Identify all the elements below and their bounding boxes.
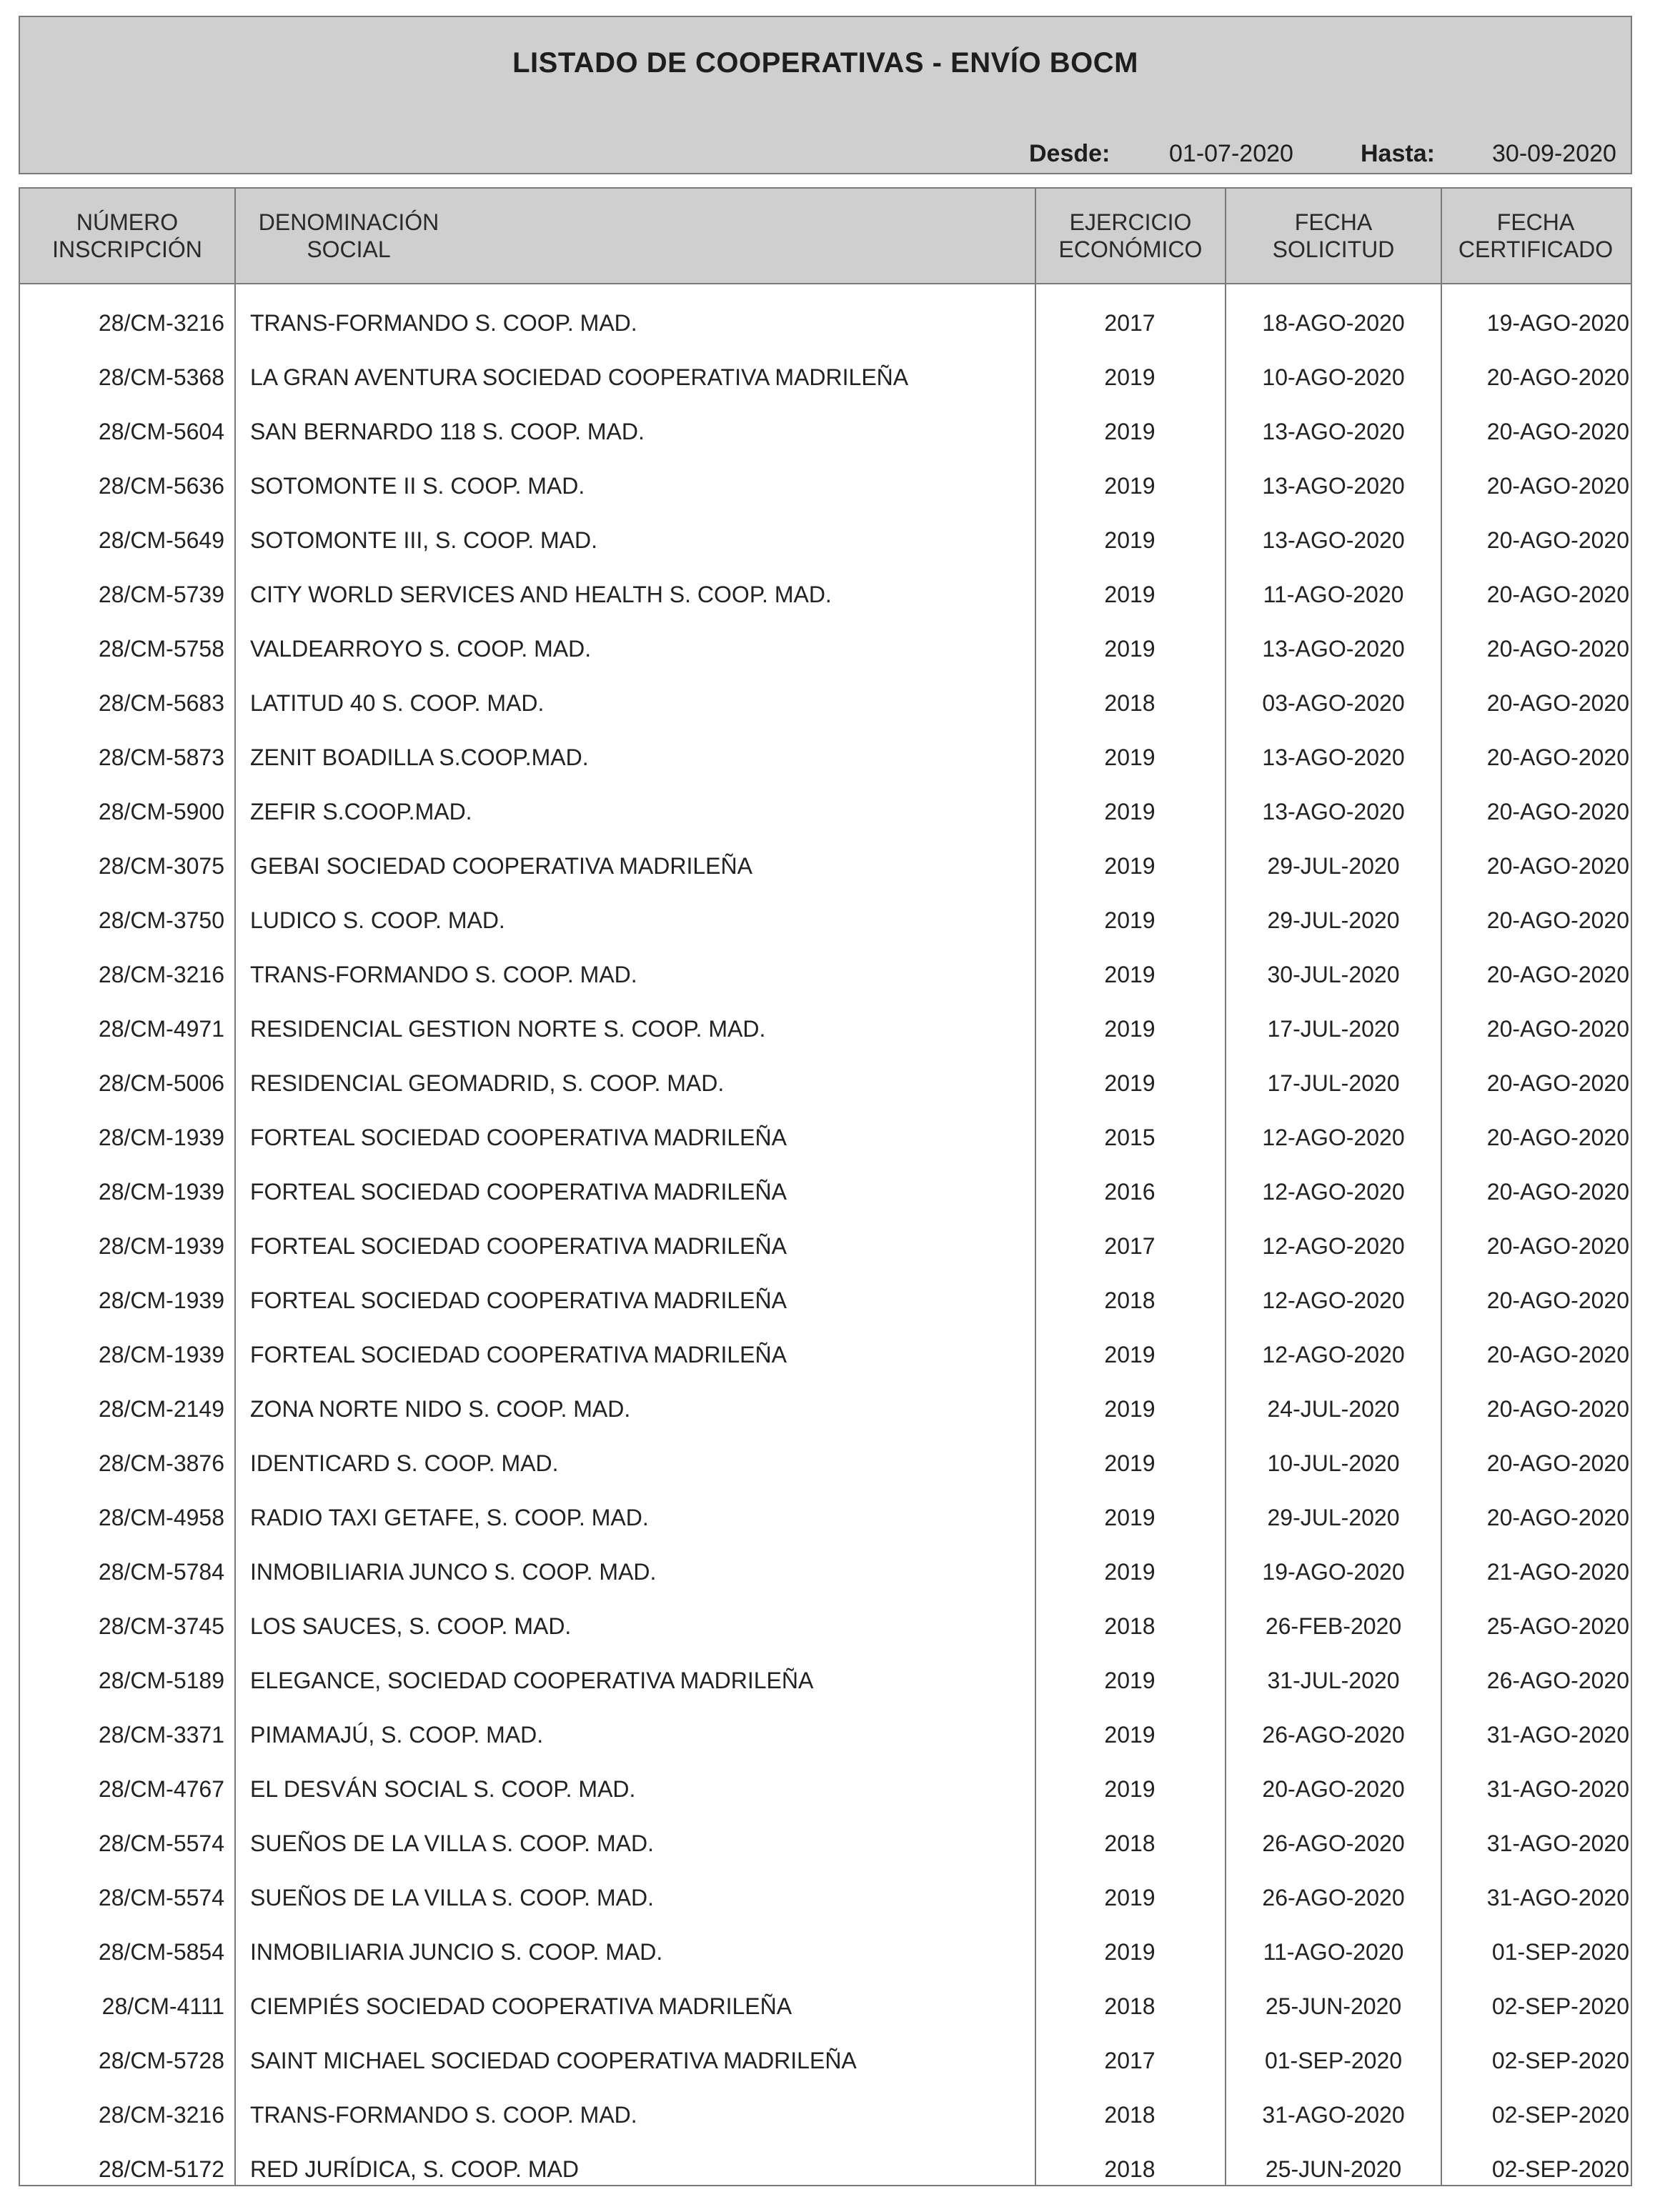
ejercicio-economico: 2019 [1104,1342,1155,1367]
denominacion-social: TRANS-FORMANDO S. COOP. MAD. [250,962,637,987]
numero-inscripcion: 28/CM-4111 [101,1993,224,2019]
fecha-solicitud: 03-AGO-2020 [1262,690,1405,716]
ejercicio-economico: 2017 [1104,310,1155,336]
fecha-certificado: 20-AGO-2020 [1486,473,1629,499]
fecha-certificado: 01-SEP-2020 [1491,1939,1629,1965]
table-row [20,893,1631,947]
fecha-certificado: 02-SEP-2020 [1491,2048,1629,2073]
numero-inscripcion: 28/CM-3216 [98,2102,224,2128]
numero-inscripcion: 28/CM-5900 [98,799,224,824]
fecha-solicitud: 13-AGO-2020 [1262,636,1405,662]
numero-inscripcion: 28/CM-1939 [98,1179,224,1205]
fecha-solicitud: 19-AGO-2020 [1262,1559,1405,1585]
table-row [20,676,1631,730]
header-fecha-certificado: FECHA CERTIFICADO [1458,209,1614,262]
fecha-certificado: 20-AGO-2020 [1486,690,1629,716]
cooperatives-table [19,187,1632,2186]
fecha-solicitud: 31-JUL-2020 [1267,1668,1400,1693]
numero-inscripcion: 28/CM-5574 [98,1830,224,1856]
table-row [20,622,1631,676]
fecha-certificado: 02-SEP-2020 [1491,2102,1629,2128]
fecha-certificado: 31-AGO-2020 [1486,1722,1629,1748]
denominacion-social: INMOBILIARIA JUNCIO S. COOP. MAD. [250,1939,663,1965]
fecha-certificado: 20-AGO-2020 [1486,1070,1629,1096]
fecha-certificado: 19-AGO-2020 [1486,310,1629,336]
numero-inscripcion: 28/CM-1939 [98,1287,224,1313]
table-row [20,1653,1631,1708]
denominacion-social: ELEGANCE, SOCIEDAD COOPERATIVA MADRILEÑA [250,1668,814,1693]
denominacion-social: CIEMPIÉS SOCIEDAD COOPERATIVA MADRILEÑA [250,1993,792,2019]
fecha-certificado: 20-AGO-2020 [1486,1396,1629,1422]
denominacion-social: RESIDENCIAL GESTION NORTE S. COOP. MAD. [250,1016,766,1042]
denominacion-social: PIMAMAJÚ, S. COOP. MAD. [250,1722,544,1748]
numero-inscripcion: 28/CM-5636 [98,473,224,499]
ejercicio-economico: 2019 [1104,907,1155,933]
fecha-solicitud: 29-JUL-2020 [1267,853,1400,879]
denominacion-social: LATITUD 40 S. COOP. MAD. [250,690,545,716]
denominacion-social: FORTEAL SOCIEDAD COOPERATIVA MADRILEÑA [250,1179,787,1205]
numero-inscripcion: 28/CM-5172 [98,2156,224,2182]
numero-inscripcion: 28/CM-3745 [98,1613,224,1639]
fecha-solicitud: 12-AGO-2020 [1262,1125,1405,1150]
table-row [20,567,1631,622]
denominacion-social: INMOBILIARIA JUNCO S. COOP. MAD. [250,1559,657,1585]
table-body [20,296,1631,2196]
denominacion-social: SAINT MICHAEL SOCIEDAD COOPERATIVA MADRILEÑA [250,2048,857,2073]
fecha-solicitud: 12-AGO-2020 [1262,1179,1405,1205]
fecha-certificado: 31-AGO-2020 [1486,1885,1629,1910]
table-row [20,947,1631,1002]
fecha-solicitud: 13-AGO-2020 [1262,473,1405,499]
table-row [20,784,1631,839]
numero-inscripcion: 28/CM-2149 [98,1396,224,1422]
denominacion-social: TRANS-FORMANDO S. COOP. MAD. [250,2102,637,2128]
ejercicio-economico: 2016 [1104,1179,1155,1205]
fecha-solicitud: 29-JUL-2020 [1267,907,1400,933]
fecha-certificado: 20-AGO-2020 [1486,419,1629,444]
numero-inscripcion: 28/CM-5649 [98,527,224,553]
denominacion-social: SOTOMONTE II S. COOP. MAD. [250,473,585,499]
ejercicio-economico: 2019 [1104,1668,1155,1693]
denominacion-social: SUEÑOS DE LA VILLA S. COOP. MAD. [250,1830,654,1856]
denominacion-social: FORTEAL SOCIEDAD COOPERATIVA MADRILEÑA [250,1233,787,1259]
ejercicio-economico: 2019 [1104,419,1155,444]
fecha-certificado: 02-SEP-2020 [1491,2156,1629,2182]
table-row [20,350,1631,404]
fecha-solicitud: 11-AGO-2020 [1263,1939,1404,1965]
fecha-certificado: 20-AGO-2020 [1486,962,1629,987]
table-row [20,1599,1631,1653]
table-header [20,189,1631,284]
fecha-certificado: 20-AGO-2020 [1486,907,1629,933]
numero-inscripcion: 28/CM-5854 [98,1939,224,1965]
denominacion-social: CITY WORLD SERVICES AND HEALTH S. COOP. MAD. [250,582,832,607]
ejercicio-economico: 2015 [1104,1125,1155,1150]
fecha-certificado: 20-AGO-2020 [1486,1125,1629,1150]
denominacion-social: RESIDENCIAL GEOMADRID, S. COOP. MAD. [250,1070,725,1096]
ejercicio-economico: 2019 [1104,853,1155,879]
numero-inscripcion: 28/CM-5683 [98,690,224,716]
table-row [20,1490,1631,1545]
table-row [20,2142,1631,2196]
ejercicio-economico: 2019 [1104,962,1155,987]
ejercicio-economico: 2019 [1104,799,1155,824]
fecha-certificado: 20-AGO-2020 [1486,582,1629,607]
header-denominacion-social: DENOMINACIÓN SOCIAL [258,209,439,262]
denominacion-social: FORTEAL SOCIEDAD COOPERATIVA MADRILEÑA [250,1342,787,1367]
fecha-certificado: 20-AGO-2020 [1486,1179,1629,1205]
table-row [20,1762,1631,1816]
header-numero-inscripcion: NÚMERO INSCRIPCIÓN [52,209,202,262]
table-row [20,1436,1631,1490]
denominacion-social: LA GRAN AVENTURA SOCIEDAD COOPERATIVA MADRILEÑA [250,364,909,390]
fecha-certificado: 20-AGO-2020 [1486,364,1629,390]
fecha-solicitud: 10-AGO-2020 [1262,364,1405,390]
table-row [20,1870,1631,1925]
fecha-certificado: 20-AGO-2020 [1486,799,1629,824]
fecha-solicitud: 12-AGO-2020 [1262,1342,1405,1367]
ejercicio-economico: 2019 [1104,744,1155,770]
fecha-certificado: 20-AGO-2020 [1486,1016,1629,1042]
ejercicio-economico: 2019 [1104,1559,1155,1585]
numero-inscripcion: 28/CM-4767 [98,1776,224,1802]
ejercicio-economico: 2019 [1104,1505,1155,1530]
fecha-solicitud: 13-AGO-2020 [1262,527,1405,553]
denominacion-social: EL DESVÁN SOCIAL S. COOP. MAD. [250,1776,636,1802]
fecha-certificado: 20-AGO-2020 [1486,1342,1629,1367]
fecha-certificado: 31-AGO-2020 [1486,1830,1629,1856]
fecha-solicitud: 13-AGO-2020 [1262,744,1405,770]
table-row [20,296,1631,350]
fecha-certificado: 20-AGO-2020 [1486,1233,1629,1259]
numero-inscripcion: 28/CM-3216 [98,310,224,336]
table-row [20,839,1631,893]
fecha-certificado: 20-AGO-2020 [1486,853,1629,879]
numero-inscripcion: 28/CM-3876 [98,1450,224,1476]
ejercicio-economico: 2019 [1104,582,1155,607]
table-row [20,1165,1631,1219]
numero-inscripcion: 28/CM-5873 [98,744,224,770]
numero-inscripcion: 28/CM-1939 [98,1233,224,1259]
fecha-solicitud: 01-SEP-2020 [1264,2048,1403,2073]
table-row [20,1816,1631,1870]
report-header [19,16,1632,174]
denominacion-social: LUDICO S. COOP. MAD. [250,907,505,933]
desde-label: Desde: [1029,140,1110,167]
ejercicio-economico: 2019 [1104,1450,1155,1476]
table-row [20,1979,1631,2033]
header-ejercicio-economico: EJERCICIO ECONÓMICO [1058,209,1203,262]
fecha-solicitud: 26-FEB-2020 [1265,1613,1402,1639]
hasta-label: Hasta: [1361,140,1435,167]
fecha-certificado: 20-AGO-2020 [1486,1287,1629,1313]
fecha-certificado: 20-AGO-2020 [1486,527,1629,553]
table-row [20,2088,1631,2142]
numero-inscripcion: 28/CM-1939 [98,1342,224,1367]
ejercicio-economico: 2017 [1104,1233,1155,1259]
fecha-certificado: 26-AGO-2020 [1486,1668,1629,1693]
fecha-solicitud: 31-AGO-2020 [1262,2102,1405,2128]
table-row [20,1545,1631,1599]
numero-inscripcion: 28/CM-3075 [98,853,224,879]
numero-inscripcion: 28/CM-3371 [98,1722,224,1748]
numero-inscripcion: 28/CM-4958 [98,1505,224,1530]
denominacion-social: ZONA NORTE NIDO S. COOP. MAD. [250,1396,631,1422]
fecha-certificado: 02-SEP-2020 [1491,1993,1629,2019]
denominacion-social: LOS SAUCES, S. COOP. MAD. [250,1613,572,1639]
denominacion-social: SAN BERNARDO 118 S. COOP. MAD. [250,419,645,444]
ejercicio-economico: 2019 [1104,527,1155,553]
ejercicio-economico: 2019 [1104,1722,1155,1748]
numero-inscripcion: 28/CM-4971 [98,1016,224,1042]
fecha-certificado: 20-AGO-2020 [1486,636,1629,662]
ejercicio-economico: 2019 [1104,364,1155,390]
ejercicio-economico: 2017 [1104,2048,1155,2073]
table-row [20,404,1631,459]
numero-inscripcion: 28/CM-5368 [98,364,224,390]
fecha-solicitud: 13-AGO-2020 [1262,799,1405,824]
fecha-solicitud: 18-AGO-2020 [1262,310,1405,336]
numero-inscripcion: 28/CM-5574 [98,1885,224,1910]
fecha-solicitud: 10-JUL-2020 [1267,1450,1400,1476]
table-row [20,1056,1631,1110]
fecha-solicitud: 17-JUL-2020 [1267,1016,1400,1042]
table-row [20,1273,1631,1327]
table-row [20,1925,1631,1979]
denominacion-social: RED JURÍDICA, S. COOP. MAD [250,2156,579,2182]
fecha-certificado: 20-AGO-2020 [1486,1505,1629,1530]
numero-inscripcion: 28/CM-3750 [98,907,224,933]
desde-value: 01-07-2020 [1169,140,1293,167]
numero-inscripcion: 28/CM-5189 [98,1668,224,1693]
table-row [20,1382,1631,1436]
fecha-certificado: 25-AGO-2020 [1486,1613,1629,1639]
table-row [20,1219,1631,1273]
denominacion-social: ZEFIR S.COOP.MAD. [250,799,472,824]
denominacion-social: FORTEAL SOCIEDAD COOPERATIVA MADRILEÑA [250,1287,787,1313]
fecha-solicitud: 12-AGO-2020 [1262,1287,1405,1313]
table-row [20,1002,1631,1056]
table-row [20,730,1631,784]
fecha-solicitud: 13-AGO-2020 [1262,419,1405,444]
fecha-solicitud: 17-JUL-2020 [1267,1070,1400,1096]
fecha-solicitud: 26-AGO-2020 [1262,1885,1405,1910]
fecha-solicitud: 24-JUL-2020 [1267,1396,1400,1422]
ejercicio-economico: 2018 [1104,1613,1155,1639]
denominacion-social: FORTEAL SOCIEDAD COOPERATIVA MADRILEÑA [250,1125,787,1150]
table-row [20,1327,1631,1382]
fecha-certificado: 31-AGO-2020 [1486,1776,1629,1802]
table-row [20,1708,1631,1762]
ejercicio-economico: 2019 [1104,1939,1155,1965]
ejercicio-economico: 2018 [1104,1830,1155,1856]
report-title: LISTADO DE COOPERATIVAS - ENVÍO BOCM [512,47,1138,79]
fecha-solicitud: 20-AGO-2020 [1262,1776,1405,1802]
numero-inscripcion: 28/CM-5758 [98,636,224,662]
denominacion-social: RADIO TAXI GETAFE, S. COOP. MAD. [250,1505,649,1530]
header-fecha-solicitud: FECHA SOLICITUD [1272,209,1395,262]
fecha-certificado: 20-AGO-2020 [1486,744,1629,770]
denominacion-social: IDENTICARD S. COOP. MAD. [250,1450,559,1476]
fecha-certificado: 21-AGO-2020 [1486,1559,1629,1585]
denominacion-social: ZENIT BOADILLA S.COOP.MAD. [250,744,589,770]
fecha-solicitud: 11-AGO-2020 [1263,582,1404,607]
fecha-solicitud: 25-JUN-2020 [1265,1993,1402,2019]
fecha-solicitud: 30-JUL-2020 [1267,962,1400,987]
denominacion-social: GEBAI SOCIEDAD COOPERATIVA MADRILEÑA [250,853,752,879]
numero-inscripcion: 28/CM-5006 [98,1070,224,1096]
denominacion-social: TRANS-FORMANDO S. COOP. MAD. [250,310,637,336]
ejercicio-economico: 2018 [1104,2156,1155,2182]
fecha-solicitud: 29-JUL-2020 [1267,1505,1400,1530]
ejercicio-economico: 2019 [1104,1885,1155,1910]
fecha-solicitud: 12-AGO-2020 [1262,1233,1405,1259]
ejercicio-economico: 2019 [1104,473,1155,499]
numero-inscripcion: 28/CM-1939 [98,1125,224,1150]
ejercicio-economico: 2019 [1104,1070,1155,1096]
fecha-solicitud: 25-JUN-2020 [1265,2156,1402,2182]
numero-inscripcion: 28/CM-5739 [98,582,224,607]
fecha-solicitud: 26-AGO-2020 [1262,1830,1405,1856]
ejercicio-economico: 2018 [1104,2102,1155,2128]
fecha-solicitud: 26-AGO-2020 [1262,1722,1405,1748]
numero-inscripcion: 28/CM-5604 [98,419,224,444]
denominacion-social: SUEÑOS DE LA VILLA S. COOP. MAD. [250,1885,654,1910]
numero-inscripcion: 28/CM-5728 [98,2048,224,2073]
denominacion-social: SOTOMONTE III, S. COOP. MAD. [250,527,597,553]
ejercicio-economico: 2019 [1104,1016,1155,1042]
table-row [20,459,1631,513]
fecha-certificado: 20-AGO-2020 [1486,1450,1629,1476]
table-row [20,1110,1631,1165]
hasta-value: 30-09-2020 [1492,140,1616,167]
table-row [20,513,1631,567]
ejercicio-economico: 2018 [1104,690,1155,716]
ejercicio-economico: 2019 [1104,1396,1155,1422]
ejercicio-economico: 2019 [1104,636,1155,662]
ejercicio-economico: 2018 [1104,1287,1155,1313]
table-row [20,2033,1631,2088]
denominacion-social: VALDEARROYO S. COOP. MAD. [250,636,592,662]
ejercicio-economico: 2018 [1104,1993,1155,2019]
ejercicio-economico: 2019 [1104,1776,1155,1802]
numero-inscripcion: 28/CM-5784 [98,1559,224,1585]
numero-inscripcion: 28/CM-3216 [98,962,224,987]
